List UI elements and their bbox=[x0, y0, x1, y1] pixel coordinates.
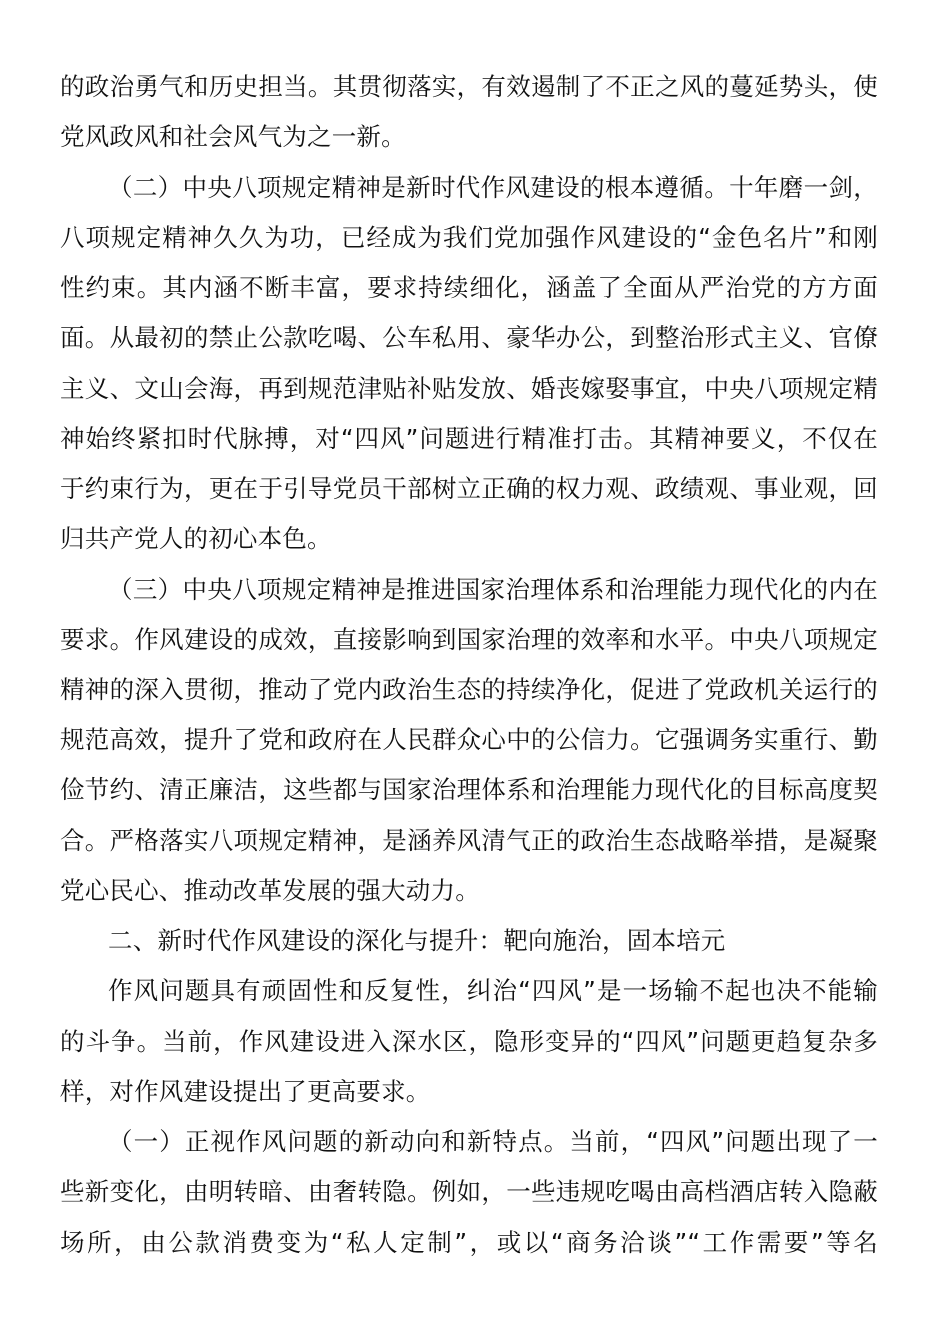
text-line: 俭节约、清正廉洁，这些都与国家治理体系和治理能力现代化的目标高度契 bbox=[60, 775, 878, 804]
text-line: 神始终紧扣时代脉搏，对“四风”问题进行精准打击。其精神要义，不仅在 bbox=[60, 424, 878, 453]
text-line: 样，对作风建设提出了更高要求。 bbox=[60, 1077, 431, 1106]
text-line: 场所，由公款消费变为“私人定制”，或以“商务洽谈”“工作需要”等名 bbox=[60, 1228, 878, 1257]
text-line: 些新变化，由明转暗、由奢转隐。例如，一些违规吃喝由高档酒店转入隐蔽 bbox=[60, 1177, 878, 1206]
paragraph-first-line: （一）正视作风问题的新动向和新特点。当前，“四风”问题出现了一 bbox=[108, 1127, 878, 1156]
paragraph-first-line: 作风问题具有顽固性和反复性，纠治“四风”是一场输不起也决不能输 bbox=[108, 976, 878, 1005]
text-line: 八项规定精神久久为功，已经成为我们党加强作风建设的“金色名片”和刚 bbox=[60, 223, 878, 252]
text-line: 党心民心、推动改革发展的强大动力。 bbox=[60, 876, 480, 905]
text-line: 精神的深入贯彻，推动了党内政治生态的持续净化，促进了党政机关运行的 bbox=[60, 675, 878, 704]
text-line: 性约束。其内涵不断丰富，要求持续细化，涵盖了全面从严治党的方方面 bbox=[60, 273, 878, 302]
text-line: 于约束行为，更在于引导党员干部树立正确的权力观、政绩观、事业观，回 bbox=[60, 474, 878, 503]
text-line: 规范高效，提升了党和政府在人民群众心中的公信力。它强调务实重行、勤 bbox=[60, 725, 878, 754]
text-line: 主义、文山会海，再到规范津贴补贴发放、婚丧嫁娶事宜，中央八项规定精 bbox=[60, 374, 878, 403]
text-line: 的斗争。当前，作风建设进入深水区，隐形变异的“四风”问题更趋复杂多 bbox=[60, 1027, 878, 1056]
paragraph-first-line: （三）中央八项规定精神是推进国家治理体系和治理能力现代化的内在 bbox=[108, 575, 878, 604]
paragraph-first-line: （二）中央八项规定精神是新时代作风建设的根本遵循。十年磨一剑， bbox=[108, 173, 878, 202]
text-line: 的政治勇气和历史担当。其贯彻落实，有效遏制了不正之风的蔓延势头，使 bbox=[60, 72, 878, 101]
text-line: 合。严格落实八项规定精神，是涵养风清气正的政治生态战略举措，是凝聚 bbox=[60, 826, 878, 855]
text-line: 面。从最初的禁止公款吃喝、公车私用、豪华办公，到整治形式主义、官僚 bbox=[60, 323, 878, 352]
section-heading: 二、新时代作风建设的深化与提升：靶向施治，固本培元 bbox=[108, 926, 726, 955]
text-line: 要求。作风建设的成效，直接影响到国家治理的效率和水平。中央八项规定 bbox=[60, 625, 878, 654]
text-line: 归共产党人的初心本色。 bbox=[60, 524, 332, 553]
text-line: 党风政风和社会风气为之一新。 bbox=[60, 122, 406, 151]
